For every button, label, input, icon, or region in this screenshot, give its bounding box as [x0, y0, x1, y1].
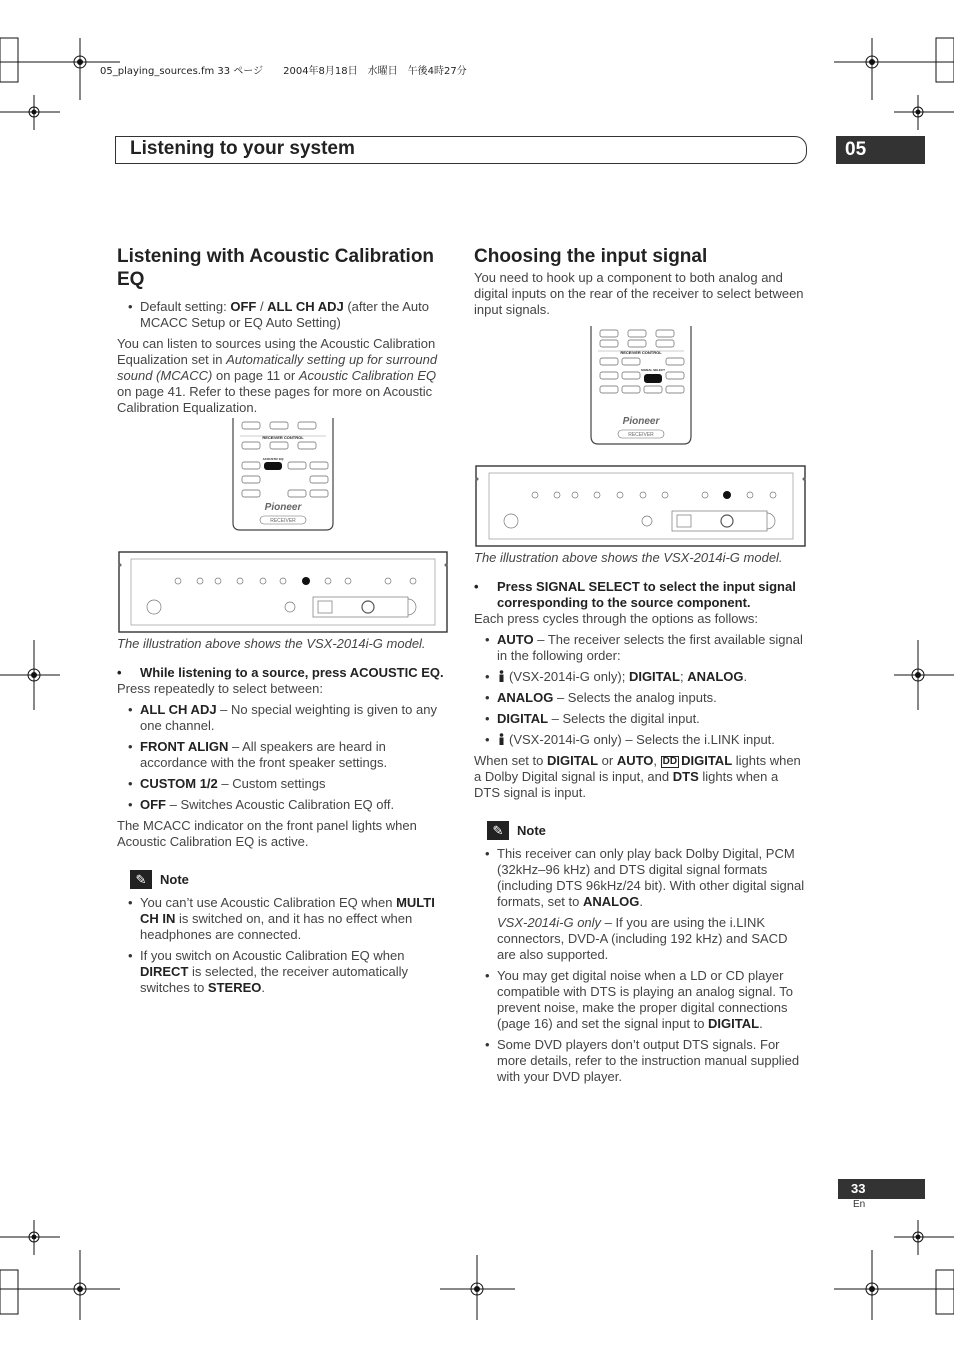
eq-option: • ALL CH ADJ – No special weighting is given to any one channel.	[140, 702, 450, 734]
svg-text:Pioneer: Pioneer	[264, 502, 302, 513]
left-note-item: • You can’t use Acoustic Calibration EQ when MULTI CH IN is switched on, and it has no effect when headphones are connected.	[140, 895, 450, 943]
left-column-lower	[117, 636, 450, 1001]
signal-select-key	[644, 374, 662, 383]
svg-text:RECEIVER CONTROL: RECEIVER CONTROL	[620, 350, 662, 355]
svg-text:Pioneer: Pioneer	[622, 416, 660, 427]
header-title: Listening to your system	[130, 138, 355, 159]
signal-options-list	[474, 632, 807, 748]
left-step: • While listening to a source, press ACOUSTIC EQ.	[117, 665, 450, 681]
right-caption: The illustration above shows the VSX-2014i-G model.	[474, 550, 783, 565]
left-notes	[117, 895, 450, 996]
right-note-item: • You may get digital noise when a LD or CD player compatible with DTS is playing an analog signal. To prevent noise, make the proper digital connections (page 16) and set the signal input to DIGITAL.	[497, 968, 807, 1032]
eq-options-list	[117, 702, 450, 813]
eq-option: • FRONT ALIGN – All speakers are heard in accordance with the front speaker settings.	[140, 739, 450, 771]
right-intro: You need to hook up a component to both analog and digital inputs on the rear of the receiver to select between input signals.	[474, 270, 804, 317]
right-column	[474, 245, 807, 323]
svg-text:RECEIVER: RECEIVER	[628, 432, 654, 438]
file-info: 05_playing_sources.fm 33 ページ 2004年8月18日 水曜日 午後4時27分	[100, 66, 467, 77]
left-note-item: • If you switch on Acoustic Calibration EQ when DIRECT is selected, the receiver automatically switches to STEREO.	[140, 948, 450, 996]
indicator-text: When set to DIGITAL or AUTO, DD DIGITAL lights when a Dolby Digital signal is input, and DTS lights when a DTS signal is input.	[474, 753, 801, 800]
signal-option-digital: • DIGITAL – Selects the digital input.	[497, 711, 807, 727]
signal-option-analog: • ANALOG – Selects the analog inputs.	[497, 690, 807, 706]
front-panel-illustration-signal	[475, 465, 806, 547]
right-note-item: • This receiver can only play back Dolby Digital, PCM (32kHz–96 kHz) and DTS digital signal formats (including DTS 96kHz/24 bit). With other digital signal formats, set to ANALOG. VSX-2014i-G only – If you are using the i.LINK connectors, DVD-A (including 192 kHz) and SACD are also supported.	[497, 846, 807, 963]
eq-option: • CUSTOM 1/2 – Custom settings	[140, 776, 450, 792]
chapter-number: 05	[836, 136, 925, 164]
ilink-icon	[497, 670, 506, 682]
left-intro: You can listen to sources using the Acoustic Calibration Equalization set in Automatically setting up for surround sound (MCACC) on page 11 or Acoustic Calibration EQ on page 41. Refer to these pages for more on Acoustic Calibration Equalization.	[117, 336, 438, 415]
note-pencil-icon: ✎	[487, 821, 509, 840]
signal-option-auto: • AUTO – The receiver selects the first available signal in the following order:	[497, 632, 807, 664]
acoustic-eq-key	[264, 462, 282, 470]
right-heading: Choosing the input signal	[474, 246, 708, 267]
right-note-header: ✎ Note	[487, 821, 807, 840]
right-step: • Press SIGNAL SELECT to select the input signal corresponding to the source component.	[474, 579, 807, 611]
language-label: En	[853, 1199, 866, 1210]
left-note-header: ✎ Note	[130, 870, 450, 889]
dolby-digital-icon: DD	[662, 756, 678, 767]
left-heading: Listening with Acoustic Calibration EQ	[117, 246, 435, 290]
mcacc-text: The MCACC indicator on the front panel lights when Acoustic Calibration EQ is active.	[117, 818, 417, 849]
remote-illustration-acoustic	[230, 418, 336, 532]
right-column-lower	[474, 550, 807, 1090]
default-setting: • Default setting: OFF / ALL CH ADJ (after the Auto MCACC Setup or EQ Auto Setting)	[140, 299, 450, 331]
note-pencil-icon: ✎	[130, 870, 152, 889]
svg-text:RECEIVER CONTROL: RECEIVER CONTROL	[262, 435, 304, 440]
svg-text:SIGNAL SELECT: SIGNAL SELECT	[641, 368, 665, 372]
svg-text:RECEIVER: RECEIVER	[270, 518, 296, 524]
remote-illustration-signal	[588, 326, 694, 446]
left-step-sub: Press repeatedly to select between:	[117, 681, 323, 696]
left-column	[117, 245, 450, 421]
svg-text:ACOUSTIC EQ: ACOUSTIC EQ	[262, 457, 284, 461]
front-panel-illustration-acoustic	[118, 551, 448, 633]
left-caption: The illustration above shows the VSX-2014i-G model.	[117, 636, 426, 651]
page-number: 33	[838, 1179, 925, 1199]
right-notes	[474, 846, 807, 1085]
right-note-item: • Some DVD players don’t output DTS signals. For more details, refer to the instruction manual supplied with your DVD player.	[497, 1037, 807, 1085]
right-step-sub: Each press cycles through the options as follows:	[474, 611, 758, 626]
ilink-icon	[497, 733, 506, 745]
signal-option-order: • (VSX-2014i-G only); DIGITAL; ANALOG.	[497, 669, 807, 685]
eq-option: • OFF – Switches Acoustic Calibration EQ off.	[140, 797, 450, 813]
signal-option-ilink: • (VSX-2014i-G only) – Selects the i.LINK input.	[497, 732, 807, 748]
